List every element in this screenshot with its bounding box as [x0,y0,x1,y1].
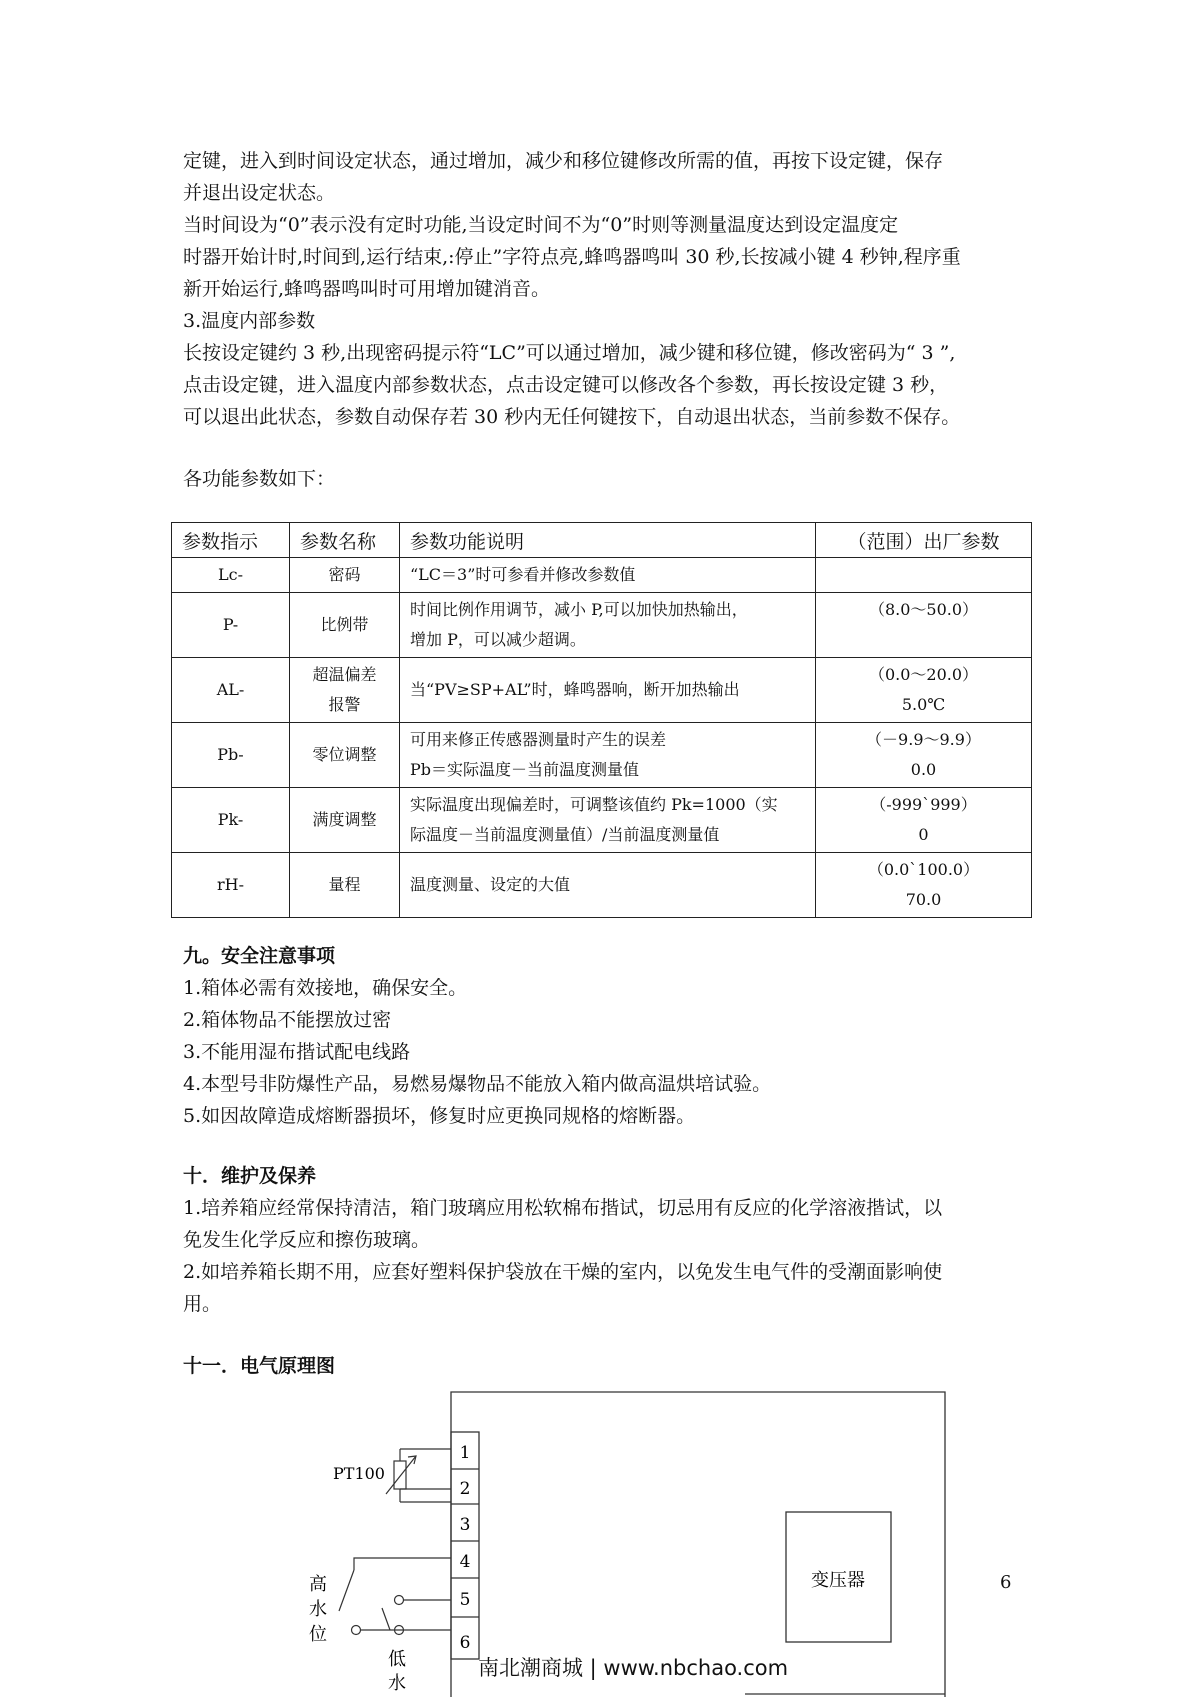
footer-watermark: 南北潮商城 | www.nbchao.com [478,1656,789,1680]
header-range: （范围）出厂参数 [816,523,1032,558]
range-line: 5.0℃ [901,695,946,714]
range-line: （－9.9～9.9） [866,730,981,749]
range-line: （0.0`100.0） [867,860,980,879]
low-water-label: 低 [388,1649,406,1670]
table-intro: 各功能参数如下： [183,468,336,490]
param-name: 满度调整 [290,788,400,853]
list-item: 4.本型号非防爆性产品，易燃易爆物品不能放入箱内做高温烘培试验。 [183,1073,772,1095]
terminal-label: 1 [459,1443,471,1463]
high-water-label: 水 [309,1599,327,1620]
terminal-label: 3 [459,1515,471,1535]
range-line: （-999`999） [870,795,977,814]
low-water-label: 水 [388,1673,406,1694]
paragraph-line: 1.培养箱应经常保持清洁，箱门玻璃应用松软棉布揩试，切忌用有反应的化学溶液揩试，以 [183,1197,943,1219]
param-name: 密码 [290,558,400,593]
range-line: 0.0 [910,760,937,779]
list-item: 2.箱体物品不能摆放过密 [183,1009,392,1031]
transformer-label: 变压器 [811,1570,865,1591]
desc-line: 增加 P，可以减少超调。 [410,630,586,649]
paragraph-line: 时器开始计时,时间到,运行结束,:停止”字符点亮,蜂鸣器鸣叫 30 秒,长按减小键 4 秒钟,程序重 [183,246,961,268]
terminal-block [451,1432,479,1659]
desc-line: 温度测量、设定的大值 [410,875,571,894]
param-name: 比例带 [290,593,400,658]
header-name: 参数名称 [290,523,400,558]
param-name: 量程 [290,853,400,918]
name-line: 超温偏差 [312,665,377,684]
pt100-sensor-icon [386,1449,451,1502]
header-code: 参数指示 [172,523,290,558]
desc-line: 实际温度出现偏差时，可调整该值约 Pk=1000（实 [410,795,778,814]
subsection-heading: 3.温度内部参数 [183,310,316,332]
range-line: 70.0 [905,890,942,909]
desc-line: “LC＝3”时可参看并修改参数值 [410,565,636,584]
paragraph-line: 可以退出此状态，参数自动保存若 30 秒内无任何键按下，自动退出状态，当前参数不保存。 [183,406,961,428]
param-name: 零位调整 [290,723,400,788]
param-code: Pb- [172,723,290,788]
terminal-label: 6 [459,1633,471,1653]
paragraph-line: 当时间设为“0”表示没有定时功能,当设定时间不为“0”时则等测量温度达到设定温度定 [183,214,899,236]
list-item: 1.箱体必需有效接地，确保安全。 [183,977,468,999]
terminal-label: 2 [459,1479,471,1499]
section-11-title: 十一．电气原理图 [183,1355,336,1377]
desc-line: 当“PV≥SP+AL”时，蜂鸣器响，断开加热输出 [410,680,740,699]
high-water-label: 位 [309,1624,327,1645]
pt100-label: PT100 [333,1464,385,1483]
param-code: AL- [172,658,290,723]
desc-line: Pb＝实际温度－当前温度测量值 [410,760,640,779]
param-code: Pk- [172,788,290,853]
paragraph-line: 并退出设定状态。 [183,182,336,204]
paragraph-line: 2.如培养箱长期不用，应套好塑料保护袋放在干燥的室内，以免发生电气件的受潮面影响使 [183,1261,943,1283]
list-item: 5.如因故障造成熔断器损坏，修复时应更换同规格的熔断器。 [183,1105,696,1127]
desc-line: 际温度－当前温度测量值）/当前温度测量值 [410,825,720,844]
page-number: 6 [1000,1572,1012,1593]
range-line: （0.0～20.0） [868,665,979,684]
list-item: 3.不能用湿布揩试配电线路 [183,1041,411,1063]
param-code: Lc- [172,558,290,593]
section-9-title: 九。安全注意事项 [183,945,336,967]
name-line: 报警 [328,695,361,714]
header-desc: 参数功能说明 [400,523,816,558]
high-water-label: 高 [309,1574,327,1595]
section-10-title: 十．维护及保养 [183,1165,317,1187]
param-code: rH- [172,853,290,918]
high-water-switch-icon [339,1558,451,1635]
range-line: （8.0～50.0） [868,600,979,619]
paragraph-line: 新开始运行,蜂鸣器鸣叫时可用增加键消音。 [183,278,551,300]
terminal-label: 4 [459,1552,471,1572]
low-water-switch-icon [382,1596,451,1635]
paragraph-line: 长按设定键约 3 秒,出现密码提示符“LC”可以通过增加，减少键和移位键，修改密码为“ 3 ”, [183,342,956,364]
paragraph-line: 免发生化学反应和擦伤玻璃。 [183,1229,431,1251]
paragraph-line: 点击设定键，进入温度内部参数状态，点击设定键可以修改各个参数，再长按设定键 3 秒， [183,374,949,396]
terminal-label: 5 [459,1590,471,1610]
desc-line: 时间比例作用调节，减小 P,可以加快加热输出， [410,600,748,619]
param-code: P- [172,593,290,658]
paragraph-line: 用。 [183,1293,222,1315]
desc-line: 可用来修正传感器测量时产生的误差 [410,730,667,749]
range-line: 0 [918,825,929,844]
paragraph-line: 定键，进入到时间设定状态，通过增加，减少和移位键修改所需的值，再按下设定键，保存 [183,150,944,172]
